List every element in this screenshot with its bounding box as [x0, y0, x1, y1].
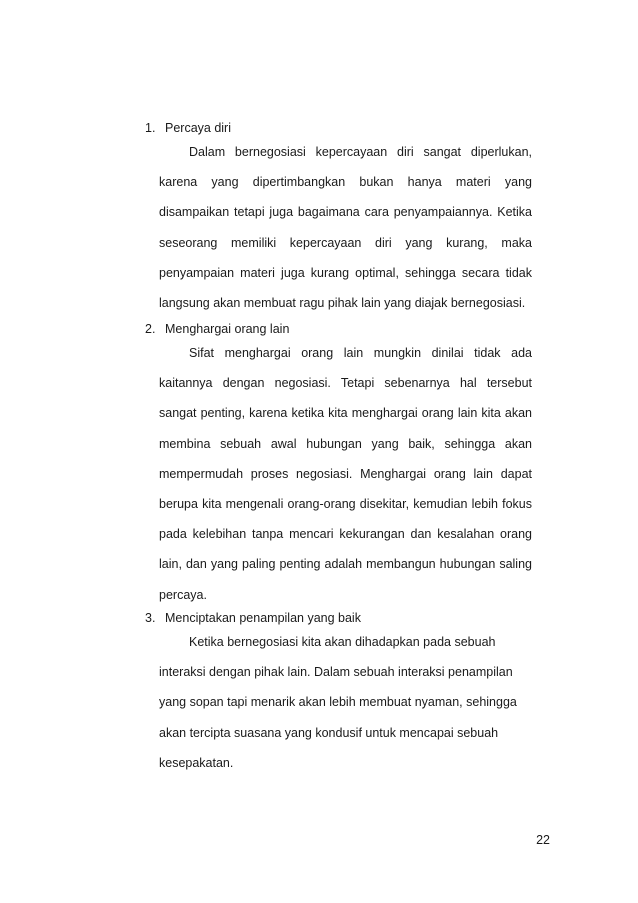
section-2-heading [145, 321, 289, 337]
section-2-paragraph: Sifat menghargai orang lain mungkin dinilai tidak ada kaitannya dengan negosiasi. Tetapi sebenarnya hal tersebut sangat penting, karena ketika kita menghargai orang lain kita akan membina sebuah awal hubungan yang baik, sehingga akan mempermudah proses negosiasi. Menghargai orang lain dapat berupa kita mengenali orang-orang disekitar, kemudian lebih fokus pada kelebihan tanpa mencari kekurangan dan kesalahan orang lain, dan yang paling penting adalah membangun hubungan saling percaya. [159, 346, 532, 602]
section-1-title: Percaya diri [165, 121, 231, 135]
section-3-title: Menciptakan penampilan yang baik [165, 611, 361, 625]
section-1-number: 1. [145, 121, 156, 135]
page-number: 22 [536, 833, 550, 847]
section-3-heading [145, 610, 361, 626]
section-3-number: 3. [145, 611, 156, 625]
section-1-heading [145, 120, 231, 136]
section-2-title: Menghargai orang lain [165, 322, 290, 336]
section-3-paragraph: Ketika bernegosiasi kita akan dihadapkan pada sebuah interaksi dengan pihak lain. Dalam sebuah interaksi penampilan yang sopan tapi menarik akan lebih membuat nyaman, sehingga akan tercipta suasana yang kondusif untuk mencapai sebuah kesepakatan. [159, 635, 517, 770]
section-1-paragraph: Dalam bernegosiasi kepercayaan diri sangat diperlukan, karena yang dipertimbangkan bukan hanya materi yang disampaikan tetapi juga bagaimana cara penyampaiannya. Ketika seseorang memiliki kepercayaan diri yang kurang, maka penyampaian materi juga kurang optimal, sehingga secara tidak langsung akan membuat ragu pihak lain yang diajak bernegosiasi. [159, 145, 532, 311]
section-2-number: 2. [145, 322, 156, 336]
